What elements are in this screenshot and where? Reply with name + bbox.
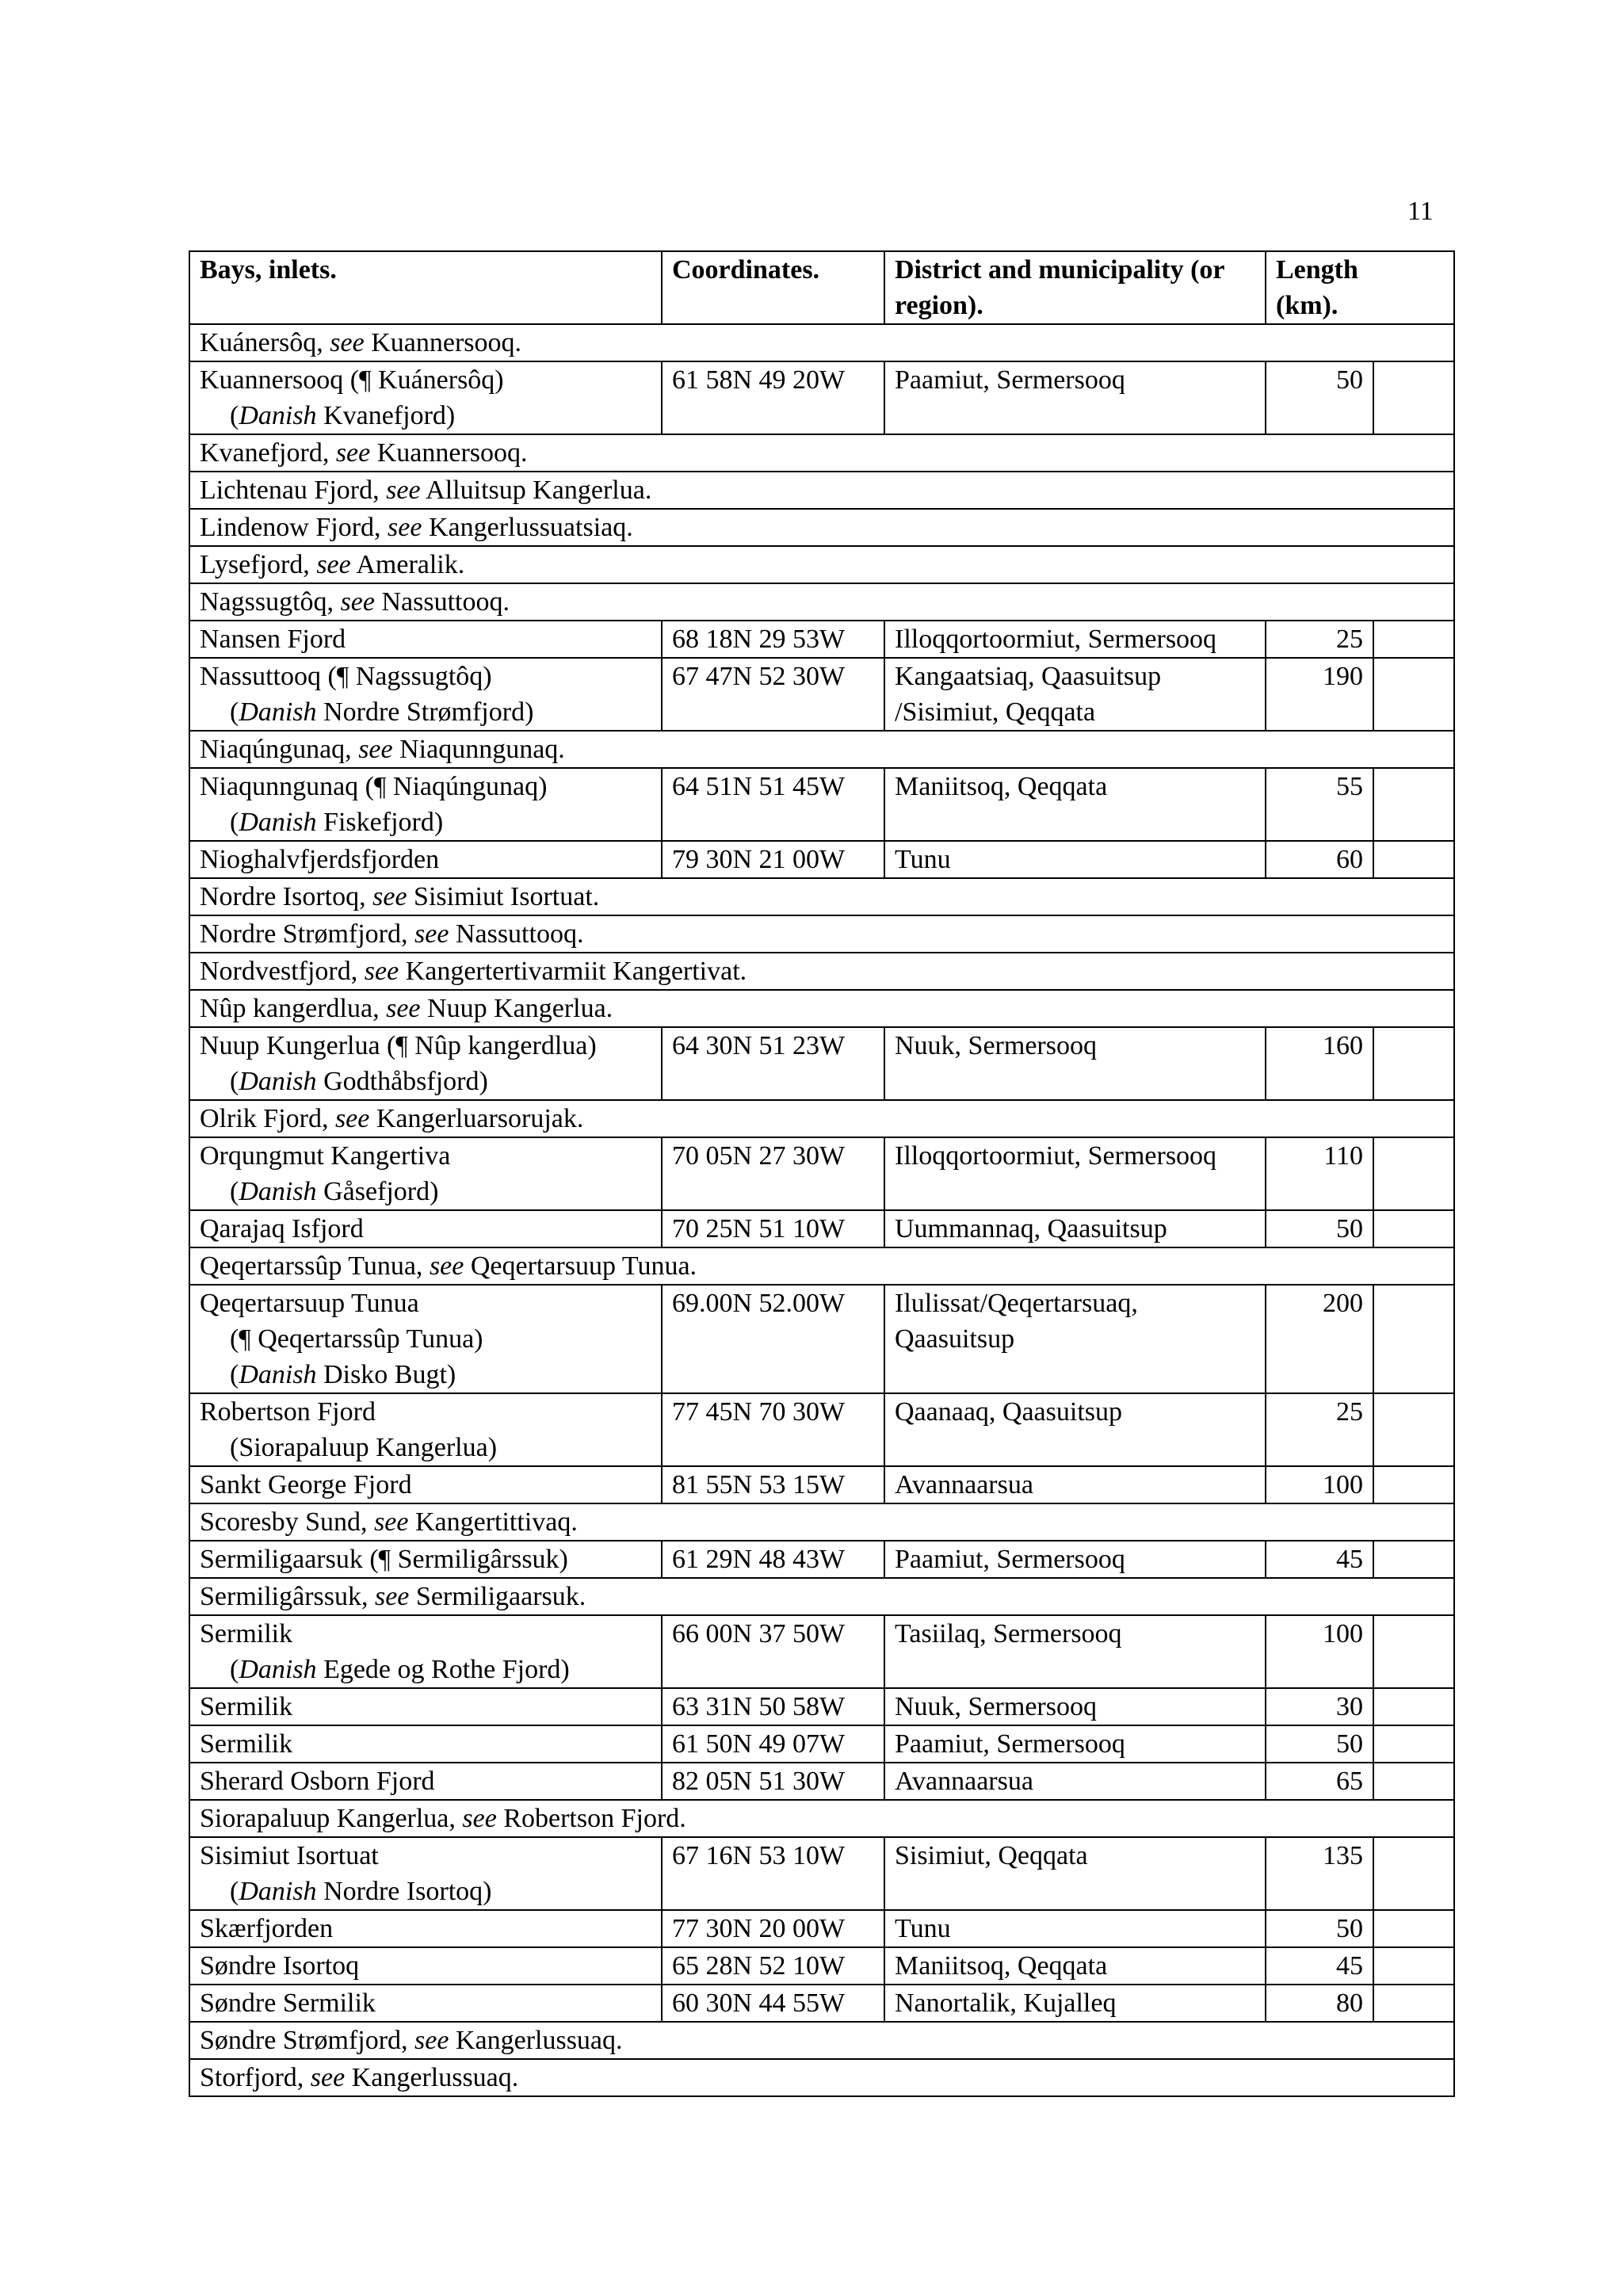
page-number: 11 xyxy=(1407,197,1434,226)
blank-cell xyxy=(1373,841,1454,878)
cross-reference-cell xyxy=(189,915,1454,953)
see-target: Qeqertarsuup Tunua. xyxy=(470,1251,697,1281)
entry-name: Kvanefjord, xyxy=(200,438,330,468)
see-target: Kangerlussuaq. xyxy=(455,2026,623,2055)
cross-reference-cell xyxy=(189,731,1454,768)
table-row xyxy=(189,1763,1454,1800)
table-row xyxy=(189,621,1454,658)
entry-name: Niaqunngunaq (¶ Niaqúngunaq) xyxy=(200,772,548,801)
blank-cell xyxy=(1373,1763,1454,1800)
danish-label: Danish xyxy=(239,1360,317,1389)
cross-reference-cell xyxy=(189,953,1454,990)
district-cell xyxy=(884,1393,1266,1466)
table-row xyxy=(189,1615,1454,1688)
see-label: see xyxy=(310,2063,346,2092)
table-header-row xyxy=(189,251,1454,324)
coordinates-cell: 61 50N 49 07W xyxy=(662,1725,884,1763)
danish-name: (Danish Nordre Strømfjord) xyxy=(230,697,534,727)
see-label: see xyxy=(335,438,371,468)
entry-name: Storfjord, xyxy=(200,2063,304,2092)
header-district: District and municipality (or region). xyxy=(884,251,1266,324)
district-text: Nanortalik, Kujalleq xyxy=(895,1988,1117,2018)
entry-name: Niaqúngunaq, xyxy=(200,735,352,764)
table-row xyxy=(189,1910,1454,1947)
entry-name: Orqungmut Kangertiva xyxy=(200,1141,451,1171)
entry-name: Nassuttooq (¶ Nagssugtôq) xyxy=(200,662,492,691)
table-row xyxy=(189,953,1454,990)
blank-cell xyxy=(1373,621,1454,658)
cross-reference-cell xyxy=(189,1247,1454,1285)
blank-cell xyxy=(1373,1541,1454,1578)
name-cell xyxy=(189,621,662,658)
length-cell: 110 xyxy=(1266,1137,1373,1210)
district-cell xyxy=(884,1285,1266,1393)
length-cell: 190 xyxy=(1266,658,1373,731)
table-row xyxy=(189,324,1454,361)
district-text-2: Qaasuitsup xyxy=(895,1324,1015,1354)
cross-reference-cell xyxy=(189,2059,1454,2096)
length-cell: 135 xyxy=(1266,1837,1373,1910)
table-row xyxy=(189,1688,1454,1725)
entry-name: Nansen Fjord xyxy=(200,625,346,654)
entry-name: Qarajaq Isfjord xyxy=(200,1214,364,1244)
table-row xyxy=(189,1027,1454,1100)
length-cell: 50 xyxy=(1266,1725,1373,1763)
length-cell: 50 xyxy=(1266,1210,1373,1247)
name-cell xyxy=(189,1137,662,1210)
table-row xyxy=(189,1100,1454,1137)
table-row xyxy=(189,361,1454,434)
see-target: Niaqunngunaq. xyxy=(399,735,565,764)
district-text: Illoqqortoormiut, Sermersooq xyxy=(895,625,1217,654)
coordinates-cell: 70 05N 27 30W xyxy=(662,1137,884,1210)
table-body xyxy=(189,324,1454,2096)
name-cell xyxy=(189,1947,662,1985)
header-coordinates: Coordinates. xyxy=(662,251,884,324)
cross-reference-cell xyxy=(189,1503,1454,1541)
district-text: Illoqqortoormiut, Sermersooq xyxy=(895,1141,1217,1171)
danish-label: Danish xyxy=(239,1177,317,1206)
table-row xyxy=(189,1466,1454,1503)
district-cell xyxy=(884,841,1266,878)
blank-cell xyxy=(1373,658,1454,731)
see-target: Kangerlussuaq. xyxy=(351,2063,519,2092)
coordinates-cell: 79 30N 21 00W xyxy=(662,841,884,878)
danish-name: (Danish Nordre Isortoq) xyxy=(230,1877,492,1906)
table-row xyxy=(189,1947,1454,1985)
table-row xyxy=(189,841,1454,878)
name-cell xyxy=(189,1985,662,2022)
name-cell xyxy=(189,1725,662,1763)
name-cell xyxy=(189,658,662,731)
table-row xyxy=(189,1503,1454,1541)
blank-cell xyxy=(1373,1285,1454,1393)
name-cell xyxy=(189,1837,662,1910)
table-row xyxy=(189,434,1454,472)
entry-name: Nordre Strømfjord, xyxy=(200,919,408,949)
entry-name: Sherard Osborn Fjord xyxy=(200,1767,435,1796)
see-target: Kangertittivaq. xyxy=(414,1507,578,1537)
table-row xyxy=(189,1725,1454,1763)
see-label: see xyxy=(334,1104,370,1133)
entry-name: Lysefjord, xyxy=(200,550,310,579)
name-cell xyxy=(189,1688,662,1725)
entry-name: Sermiligârssuk, xyxy=(200,1582,369,1611)
entry-name: Lichtenau Fjord, xyxy=(200,476,380,505)
table-row xyxy=(189,1541,1454,1578)
table-row xyxy=(189,878,1454,915)
see-target: Sermiligaarsuk. xyxy=(415,1582,586,1611)
coordinates-cell: 63 31N 50 58W xyxy=(662,1688,884,1725)
table-row xyxy=(189,658,1454,731)
district-cell xyxy=(884,1027,1266,1100)
blank-cell xyxy=(1373,1466,1454,1503)
name-cell xyxy=(189,841,662,878)
entry-name: Lindenow Fjord, xyxy=(200,513,381,542)
length-cell: 100 xyxy=(1266,1466,1373,1503)
entry-name: Olrik Fjord, xyxy=(200,1104,329,1133)
entry-name: Sankt George Fjord xyxy=(200,1470,412,1499)
see-target: Kangerluarsorujak. xyxy=(376,1104,584,1133)
see-target: Alluitsup Kangerlua. xyxy=(426,476,652,505)
entry-name: Sermiligaarsuk (¶ Sermiligârssuk) xyxy=(200,1545,568,1574)
see-target: Sisimiut Isortuat. xyxy=(414,882,600,911)
table-row xyxy=(189,472,1454,509)
district-cell xyxy=(884,1985,1266,2022)
coordinates-cell: 81 55N 53 15W xyxy=(662,1466,884,1503)
cross-reference-cell xyxy=(189,1578,1454,1615)
entry-name: Kuánersôq, xyxy=(200,328,323,357)
table-row xyxy=(189,731,1454,768)
header-length: Length (km). xyxy=(1266,251,1454,324)
length-cell: 60 xyxy=(1266,841,1373,878)
see-label: see xyxy=(414,2026,449,2055)
see-target: Kangerlussuatsiaq. xyxy=(428,513,633,542)
see-label: see xyxy=(462,1804,497,1833)
cross-reference-cell xyxy=(189,472,1454,509)
danish-label: Danish xyxy=(239,1655,317,1684)
entry-alt-name: (Siorapaluup Kangerlua) xyxy=(230,1433,498,1462)
table-row xyxy=(189,990,1454,1027)
length-cell: 65 xyxy=(1266,1763,1373,1800)
length-cell: 160 xyxy=(1266,1027,1373,1100)
cross-reference-cell xyxy=(189,434,1454,472)
name-cell xyxy=(189,1541,662,1578)
see-label: see xyxy=(386,994,421,1023)
coordinates-cell: 69.00N 52.00W xyxy=(662,1285,884,1393)
danish-name: (Danish Egede og Rothe Fjord) xyxy=(230,1655,570,1684)
cross-reference-cell xyxy=(189,878,1454,915)
district-text: Nuuk, Sermersooq xyxy=(895,1031,1097,1060)
table-row xyxy=(189,1247,1454,1285)
name-cell xyxy=(189,1027,662,1100)
district-cell xyxy=(884,1947,1266,1985)
district-text: Uummannaq, Qaasuitsup xyxy=(895,1214,1167,1244)
see-target: Kangertertivarmiit Kangertivat. xyxy=(405,957,747,986)
entry-name: Kuannersooq (¶ Kuánersôq) xyxy=(200,365,504,395)
see-label: see xyxy=(388,513,422,542)
danish-name: (Danish Disko Bugt) xyxy=(230,1360,456,1389)
district-text: Avannaarsua xyxy=(895,1767,1033,1796)
table-row xyxy=(189,509,1454,546)
name-cell xyxy=(189,1393,662,1466)
district-text: Sisimiut, Qeqqata xyxy=(895,1841,1088,1870)
danish-label: Danish xyxy=(239,1067,317,1096)
district-cell xyxy=(884,1688,1266,1725)
table-row xyxy=(189,2059,1454,2096)
see-target: Nassuttooq. xyxy=(381,587,510,617)
table-row xyxy=(189,1285,1454,1393)
cross-reference-cell xyxy=(189,2022,1454,2059)
entry-name: Søndre Isortoq xyxy=(200,1951,360,1981)
entry-name: Scoresby Sund, xyxy=(200,1507,368,1537)
blank-cell xyxy=(1373,1027,1454,1100)
coordinates-cell: 65 28N 52 10W xyxy=(662,1947,884,1985)
blank-cell xyxy=(1373,1615,1454,1688)
coordinates-cell: 61 29N 48 43W xyxy=(662,1541,884,1578)
entry-name: Sermilik xyxy=(200,1619,293,1648)
district-cell xyxy=(884,1210,1266,1247)
table-row xyxy=(189,915,1454,953)
name-cell xyxy=(189,1210,662,1247)
entry-alt-name: (¶ Qeqertarssûp Tunua) xyxy=(230,1324,483,1354)
coordinates-cell: 77 30N 20 00W xyxy=(662,1910,884,1947)
table-row xyxy=(189,1837,1454,1910)
blank-cell xyxy=(1373,1688,1454,1725)
cross-reference-cell xyxy=(189,1100,1454,1137)
entry-name: Sermilik xyxy=(200,1692,293,1721)
table-row xyxy=(189,1137,1454,1210)
entry-name: Sisimiut Isortuat xyxy=(200,1841,379,1870)
coordinates-cell: 67 16N 53 10W xyxy=(662,1837,884,1910)
district-text: Kangaatsiaq, Qaasuitsup xyxy=(895,662,1162,691)
blank-cell xyxy=(1373,361,1454,434)
district-text: Tunu xyxy=(895,1914,951,1943)
name-cell xyxy=(189,1910,662,1947)
entry-name: Nioghalvfjerdsfjorden xyxy=(200,845,440,874)
name-cell xyxy=(189,1763,662,1800)
danish-name: (Danish Kvanefjord) xyxy=(230,401,456,430)
entry-name: Robertson Fjord xyxy=(200,1397,376,1427)
see-label: see xyxy=(316,550,351,579)
coordinates-cell: 68 18N 29 53W xyxy=(662,621,884,658)
name-cell xyxy=(189,1285,662,1393)
length-cell: 200 xyxy=(1266,1285,1373,1393)
entry-name: Qeqertarssûp Tunua, xyxy=(200,1251,423,1281)
entry-name: Siorapaluup Kangerlua, xyxy=(200,1804,456,1833)
name-cell xyxy=(189,1466,662,1503)
blank-cell xyxy=(1373,768,1454,841)
coordinates-cell: 66 00N 37 50W xyxy=(662,1615,884,1688)
cross-reference-cell xyxy=(189,583,1454,621)
name-cell xyxy=(189,1615,662,1688)
see-label: see xyxy=(386,476,421,505)
length-cell: 100 xyxy=(1266,1615,1373,1688)
see-target: Nassuttooq. xyxy=(455,919,584,949)
coordinates-cell: 70 25N 51 10W xyxy=(662,1210,884,1247)
coordinates-cell: 82 05N 51 30W xyxy=(662,1763,884,1800)
header-name: Bays, inlets. xyxy=(189,251,662,324)
district-cell xyxy=(884,621,1266,658)
length-cell: 45 xyxy=(1266,1947,1373,1985)
entry-name: Sermilik xyxy=(200,1729,293,1759)
danish-name: (Danish Godthåbsfjord) xyxy=(230,1067,488,1096)
coordinates-cell: 61 58N 49 20W xyxy=(662,361,884,434)
entry-name: Søndre Strømfjord, xyxy=(200,2026,408,2055)
entry-name: Nagssugtôq, xyxy=(200,587,334,617)
danish-label: Danish xyxy=(239,1877,317,1906)
see-target: Kuannersooq. xyxy=(376,438,528,468)
see-label: see xyxy=(330,328,365,357)
danish-name: (Danish Fiskefjord) xyxy=(230,808,444,837)
district-cell xyxy=(884,1763,1266,1800)
coordinates-cell: 67 47N 52 30W xyxy=(662,658,884,731)
district-cell xyxy=(884,658,1266,731)
table-row xyxy=(189,583,1454,621)
see-label: see xyxy=(414,919,449,949)
district-text: Avannaarsua xyxy=(895,1470,1033,1499)
coordinates-cell: 64 51N 51 45W xyxy=(662,768,884,841)
blank-cell xyxy=(1373,1985,1454,2022)
table-row xyxy=(189,546,1454,583)
district-text: Paamiut, Sermersooq xyxy=(895,1545,1125,1574)
length-cell: 30 xyxy=(1266,1688,1373,1725)
blank-cell xyxy=(1373,1137,1454,1210)
bays-inlets-table xyxy=(189,250,1455,2097)
district-cell xyxy=(884,1541,1266,1578)
danish-name: (Danish Gåsefjord) xyxy=(230,1177,439,1206)
district-text: Paamiut, Sermersooq xyxy=(895,365,1125,395)
name-cell xyxy=(189,768,662,841)
table-row xyxy=(189,1985,1454,2022)
blank-cell xyxy=(1373,1725,1454,1763)
cross-reference-cell xyxy=(189,509,1454,546)
length-cell: 25 xyxy=(1266,1393,1373,1466)
length-cell: 80 xyxy=(1266,1985,1373,2022)
cross-reference-cell xyxy=(189,324,1454,361)
district-text: Tasiilaq, Sermersooq xyxy=(895,1619,1122,1648)
coordinates-cell: 77 45N 70 30W xyxy=(662,1393,884,1466)
see-label: see xyxy=(364,957,399,986)
district-text: Qaanaaq, Qaasuitsup xyxy=(895,1397,1123,1427)
table-row xyxy=(189,768,1454,841)
district-cell xyxy=(884,1615,1266,1688)
length-cell: 50 xyxy=(1266,1910,1373,1947)
cross-reference-cell xyxy=(189,990,1454,1027)
blank-cell xyxy=(1373,1947,1454,1985)
cross-reference-cell xyxy=(189,546,1454,583)
entry-name: Nordvestfjord, xyxy=(200,957,358,986)
see-label: see xyxy=(374,1582,410,1611)
district-text: Nuuk, Sermersooq xyxy=(895,1692,1097,1721)
table-row xyxy=(189,2022,1454,2059)
see-label: see xyxy=(358,735,393,764)
district-cell xyxy=(884,1466,1266,1503)
see-label: see xyxy=(374,1507,409,1537)
district-cell xyxy=(884,1837,1266,1910)
entry-name: Søndre Sermilik xyxy=(200,1988,376,2018)
length-cell: 25 xyxy=(1266,621,1373,658)
district-cell xyxy=(884,361,1266,434)
coordinates-cell: 60 30N 44 55W xyxy=(662,1985,884,2022)
danish-label: Danish xyxy=(239,808,317,837)
district-text: Ilulissat/Qeqertarsuaq, xyxy=(895,1289,1138,1318)
blank-cell xyxy=(1373,1393,1454,1466)
table-row xyxy=(189,1393,1454,1466)
see-label: see xyxy=(372,882,407,911)
see-target: Ameralik. xyxy=(356,550,465,579)
district-text: Maniitsoq, Qeqqata xyxy=(895,772,1108,801)
district-cell xyxy=(884,1910,1266,1947)
district-text-2: /Sisimiut, Qeqqata xyxy=(895,697,1096,727)
entry-name: Nûp kangerdlua, xyxy=(200,994,380,1023)
see-target: Nuup Kangerlua. xyxy=(427,994,613,1023)
district-text: Maniitsoq, Qeqqata xyxy=(895,1951,1108,1981)
district-cell xyxy=(884,768,1266,841)
see-label: see xyxy=(429,1251,464,1281)
length-cell: 55 xyxy=(1266,768,1373,841)
length-cell: 45 xyxy=(1266,1541,1373,1578)
cross-reference-cell xyxy=(189,1800,1454,1837)
see-target: Robertson Fjord. xyxy=(503,1804,686,1833)
entry-name: Skærfjorden xyxy=(200,1914,334,1943)
blank-cell xyxy=(1373,1910,1454,1947)
length-cell: 50 xyxy=(1266,361,1373,434)
blank-cell xyxy=(1373,1210,1454,1247)
table-row xyxy=(189,1578,1454,1615)
district-cell xyxy=(884,1725,1266,1763)
name-cell xyxy=(189,361,662,434)
table-row xyxy=(189,1800,1454,1837)
blank-cell xyxy=(1373,1837,1454,1910)
see-label: see xyxy=(340,587,375,617)
danish-label: Danish xyxy=(239,401,317,430)
danish-label: Danish xyxy=(239,697,317,727)
district-text: Tunu xyxy=(895,845,951,874)
district-cell xyxy=(884,1137,1266,1210)
see-target: Kuannersooq. xyxy=(371,328,522,357)
entry-name: Nuup Kungerlua (¶ Nûp kangerdlua) xyxy=(200,1031,597,1060)
district-text: Paamiut, Sermersooq xyxy=(895,1729,1125,1759)
coordinates-cell: 64 30N 51 23W xyxy=(662,1027,884,1100)
entry-name: Qeqertarsuup Tunua xyxy=(200,1289,419,1318)
table-row xyxy=(189,1210,1454,1247)
entry-name: Nordre Isortoq, xyxy=(200,882,366,911)
